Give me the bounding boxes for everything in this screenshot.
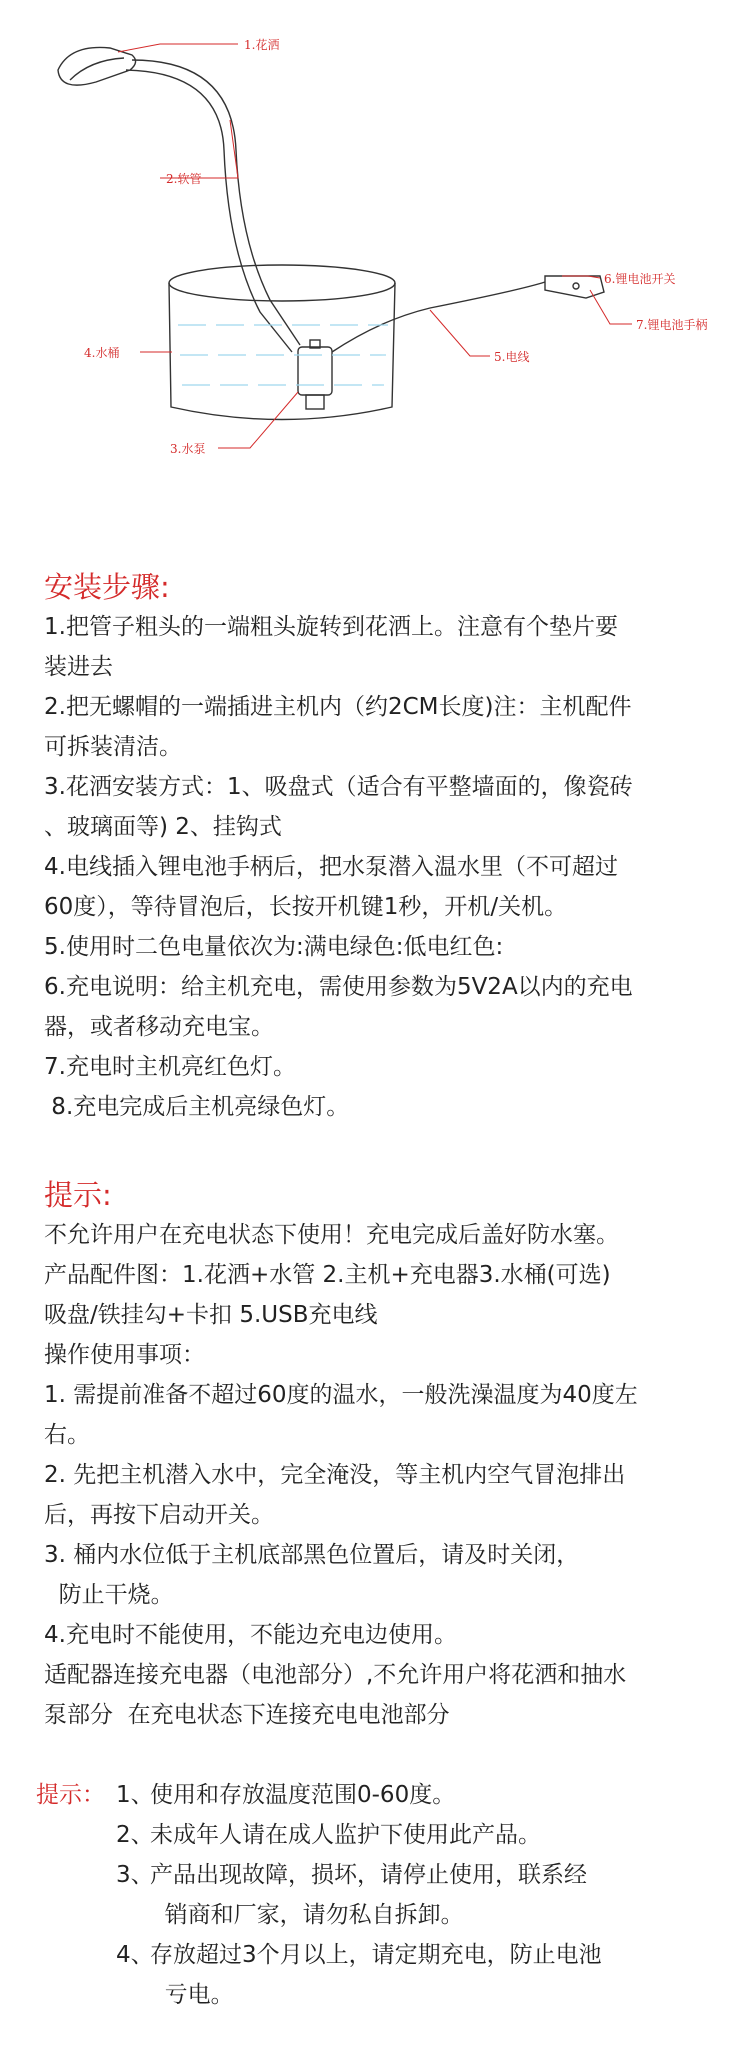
tip-line: 泵部分 在充电状态下连接充电电池部分 — [44, 1702, 450, 1728]
label-switch: 6.锂电池开关 — [604, 272, 676, 286]
note-label — [36, 1815, 116, 1855]
tips-heading: 提示: — [44, 1178, 112, 1212]
install-step-line: 6.充电说明：给主机充电，需使用参数为5V2A以内的充电 — [44, 974, 633, 1000]
install-step-line: 3.花洒安装方式：1、吸盘式（适合有平整墙面的，像瓷砖 — [44, 774, 633, 800]
install-step-line: 装进去 — [44, 654, 113, 680]
tip-line: 产品配件图：1.花洒+水管 2.主机+充电器3.水桶(可选) — [44, 1262, 611, 1288]
tips-lines — [44, 1215, 724, 1735]
tip-line: 后，再按下启动开关。 — [44, 1502, 274, 1528]
tip-line: 防止干烧。 — [44, 1582, 174, 1608]
note-label — [36, 1855, 116, 1935]
product-diagram — [0, 0, 750, 520]
tip-line: 右。 — [44, 1422, 90, 1448]
tip-line: 吸盘/铁挂勾+卡扣 5.USB充电线 — [44, 1302, 378, 1328]
install-heading: 安装步骤: — [44, 570, 170, 604]
note-label — [36, 1935, 116, 2015]
product-illustration — [0, 0, 750, 520]
battery-handle — [545, 276, 604, 298]
label-bucket: 4.水桶 — [84, 346, 120, 360]
install-step-line: 7.充电时主机亮红色灯。 — [44, 1054, 296, 1080]
install-lines — [44, 607, 724, 1127]
bucket-body — [169, 283, 395, 420]
note-item — [36, 1775, 726, 1815]
note-item — [36, 1935, 726, 2015]
install-section — [44, 567, 724, 1127]
install-step-line: 60度），等待冒泡后，长按开机键1秒，开机/关机。 — [44, 894, 568, 920]
tip-line: 2. 先把主机潜入水中，完全淹没，等主机内空气冒泡排出 — [44, 1462, 626, 1488]
install-step-line: 器，或者移动充电宝。 — [44, 1014, 274, 1040]
hose — [132, 60, 300, 345]
note-text: 未成年人请在成人监护下使用此产品。 — [150, 1822, 541, 1848]
install-step-line: 、玻璃面等) 2、挂钩式 — [44, 814, 282, 840]
tips-section — [44, 1175, 724, 1735]
tip-line: 4.充电时不能使用，不能边充电边使用。 — [44, 1622, 457, 1648]
label-shower: 1.花洒 — [244, 38, 280, 52]
bucket-rim — [169, 265, 395, 301]
label-hose: 2.软管 — [166, 172, 202, 186]
note-text: 使用和存放温度范围0-60度。 — [150, 1782, 456, 1808]
label-handle: 7.锂电池手柄 — [636, 318, 708, 332]
note-number: 1、 — [116, 1782, 154, 1808]
install-step-line: 1.把管子粗头的一端粗头旋转到花洒上。注意有个垫片要 — [44, 614, 618, 640]
install-step-line: 2.把无螺帽的一端插进主机内（约2CM长度)注：主机配件 — [44, 694, 632, 720]
note-text: 存放超过3个月以上，请定期充电，防止电池 亏电。 — [150, 1942, 602, 2008]
install-step-line: 5.使用时二色电量依次为:满电绿色:低电红色: — [44, 934, 504, 960]
install-step-line: 8.充电完成后主机亮绿色灯。 — [44, 1094, 350, 1120]
note-text: 产品出现故障，损坏，请停止使用，联系经 销商和厂家，请勿私自拆卸。 — [150, 1862, 587, 1928]
note-item — [36, 1815, 726, 1855]
wire — [332, 282, 545, 352]
install-step-line: 4.电线插入锂电池手柄后，把水泵潜入温水里（不可超过 — [44, 854, 618, 880]
note-number: 3、 — [116, 1862, 154, 1888]
label-wire: 5.电线 — [494, 350, 530, 364]
install-step-line: 可拆装清洁。 — [44, 734, 182, 760]
pump — [298, 347, 332, 395]
tip-line: 适配器连接充电器（电池部分）,不允许用户将花洒和抽水 — [44, 1662, 627, 1688]
tip-line: 不允许用户在充电状态下使用！充电完成后盖好防水塞。 — [44, 1222, 619, 1248]
tip-line: 3. 桶内水位低于主机底部黑色位置后，请及时关闭， — [44, 1542, 580, 1568]
note-label: 提示： — [36, 1782, 105, 1808]
label-pump: 3.水泵 — [170, 442, 206, 456]
notes-section — [36, 1775, 726, 2015]
note-item — [36, 1855, 726, 1935]
tip-line: 1. 需提前准备不超过60度的温水，一般洗澡温度为40度左 — [44, 1382, 638, 1408]
note-number: 2、 — [116, 1822, 154, 1848]
note-number: 4、 — [116, 1942, 154, 1968]
tip-line: 操作使用事项： — [44, 1342, 205, 1368]
